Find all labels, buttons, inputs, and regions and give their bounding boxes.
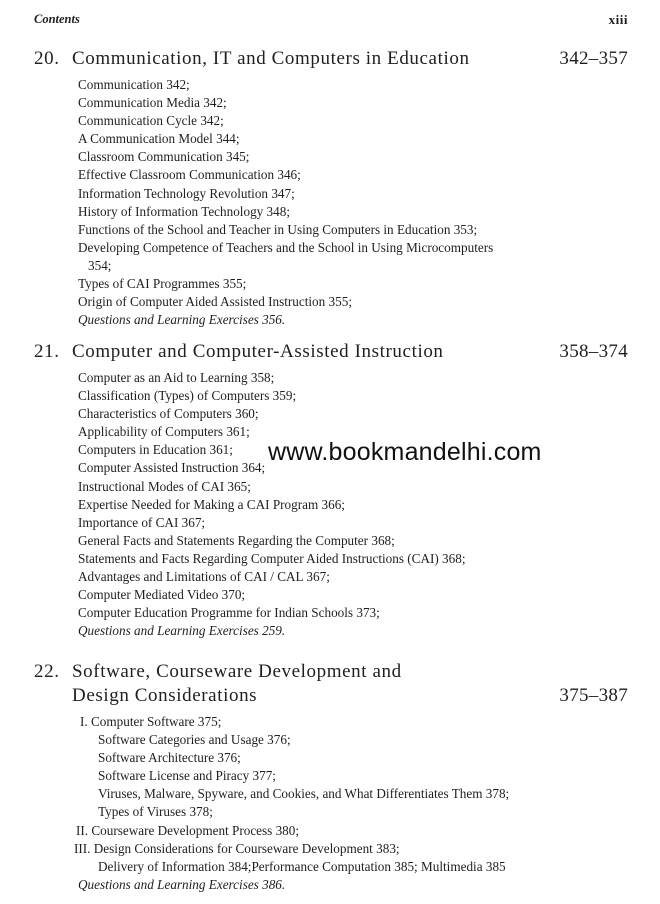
toc-entry: Communication Cycle 342; <box>78 113 224 129</box>
running-head <box>34 12 628 28</box>
toc-entry: History of Information Technology 348; <box>78 203 290 219</box>
toc-entry: Developing Competence of Teachers and the School in Using Microcomputers <box>78 239 494 255</box>
chapter-title-line-2: Design Considerations <box>72 685 258 706</box>
toc-entry: Software License and Piracy 377; <box>98 768 276 784</box>
toc-entry: Statements and Facts Regarding Computer Aided Instructions (CAI) 368; <box>78 550 466 566</box>
chapter-number: 22. <box>34 661 60 682</box>
chapter-number: 20. <box>34 48 60 69</box>
toc-entry: Classroom Communication 345; <box>78 149 250 165</box>
toc-entry: Communication 342; <box>78 77 190 92</box>
chapter-number: 21. <box>34 341 60 362</box>
page-number: xiii <box>608 12 628 27</box>
toc-entry: Information Technology Revolution 347; <box>78 185 295 201</box>
questions-entry: Questions and Learning Exercises 386. <box>78 876 286 892</box>
chapter-page-range: 342–357 <box>559 48 628 69</box>
toc-entry: Types of CAI Programmes 355; <box>78 276 247 292</box>
chapter-page-range: 375–387 <box>559 685 628 706</box>
toc-entry: Computer Assisted Instruction 364; <box>78 460 266 476</box>
chapter-22 <box>34 660 628 894</box>
toc-entry: Expertise Needed for Making a CAI Program 366; <box>78 496 345 512</box>
running-head-title: Contents <box>34 12 80 26</box>
chapter-entries <box>74 713 628 894</box>
toc-entry: Effective Classroom Communication 346; <box>78 167 301 183</box>
toc-section: I. Computer Software 375; <box>80 714 222 729</box>
chapter-title-line-1: Software, Courseware Development and <box>72 661 402 682</box>
toc-entry: Applicability of Computers 361; <box>78 424 250 440</box>
toc-section: II. Courseware Development Process 380; <box>76 822 300 838</box>
chapter-20 <box>34 47 628 329</box>
toc-entry: Software Architecture 376; <box>98 750 241 766</box>
toc-entry: Types of Viruses 378; <box>98 804 213 820</box>
toc-entry: General Facts and Statements Regarding the Computer 368; <box>78 532 395 548</box>
toc-entry: Advantages and Limitations of CAI / CAL 367; <box>78 569 330 585</box>
chapter-heading <box>34 660 628 708</box>
toc-entry: Computer Education Programme for Indian Schools 373; <box>78 605 380 621</box>
toc-entry: Characteristics of Computers 360; <box>78 406 259 422</box>
toc-entry: Origin of Computer Aided Assisted Instruction 355; <box>78 294 352 310</box>
toc-entry: Classification (Types) of Computers 359; <box>78 388 297 404</box>
toc-entry: Delivery of Information 384;Performance Computation 385; Multimedia 385 <box>98 858 506 874</box>
chapter-heading <box>34 340 628 364</box>
toc-entry: Computers in Education 361; <box>78 442 233 458</box>
chapter-entries <box>78 76 628 329</box>
toc-entry-continuation: 354; <box>88 257 112 273</box>
toc-section: III. Design Considerations for Courseware Development 383; <box>74 840 400 856</box>
questions-entry: Questions and Learning Exercises 356. <box>78 312 286 328</box>
chapter-title: Communication, IT and Computers in Education <box>72 48 470 69</box>
toc-entry: Communication Media 342; <box>78 95 227 111</box>
toc-entry: A Communication Model 344; <box>78 131 240 147</box>
chapter-entries <box>78 369 628 640</box>
toc-entry: Computer Mediated Video 370; <box>78 587 246 603</box>
chapter-21 <box>34 340 628 640</box>
watermark-url: www.bookmandelhi.com <box>268 438 542 466</box>
chapter-title: Computer and Computer-Assisted Instruction <box>72 341 444 362</box>
toc-entry: Instructional Modes of CAI 365; <box>78 478 251 494</box>
toc-entry: Software Categories and Usage 376; <box>98 732 291 748</box>
questions-entry: Questions and Learning Exercises 259. <box>78 623 286 639</box>
toc-entry: Importance of CAI 367; <box>78 514 206 530</box>
chapter-page-range: 358–374 <box>559 341 628 362</box>
chapter-heading <box>34 47 628 71</box>
toc-entry: Viruses, Malware, Spyware, and Cookies, and What Differentiates Them 378; <box>98 786 510 802</box>
toc-entry: Functions of the School and Teacher in Using Computers in Education 353; <box>78 221 478 237</box>
toc-entry: Computer as an Aid to Learning 358; <box>78 370 275 385</box>
